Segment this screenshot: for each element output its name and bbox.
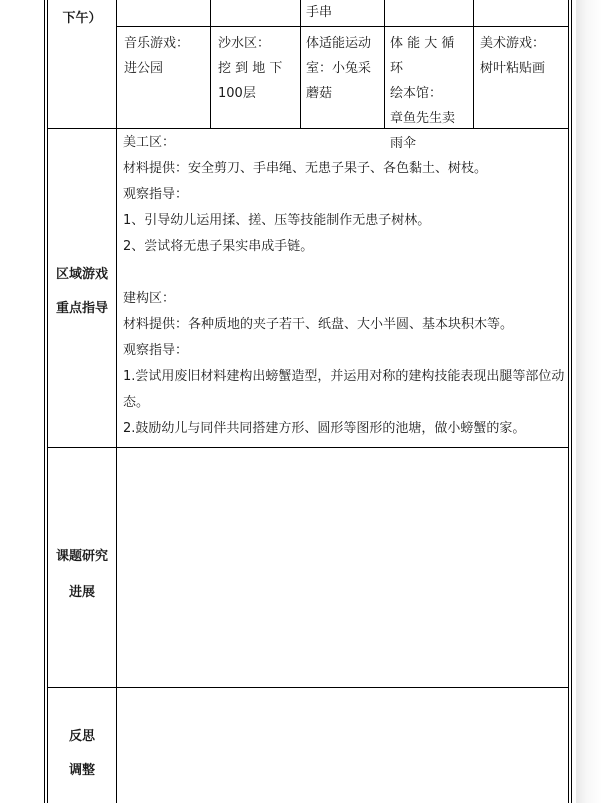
day-divider-3 [384, 0, 385, 128]
spacer [123, 260, 567, 286]
art-area-point-2: 2、尝试将无患子果实串成手链。 [123, 239, 314, 254]
art-area-observe-title: 观察指导： [123, 187, 189, 202]
table-border-right-inner [568, 0, 569, 803]
day-divider-1 [210, 0, 211, 128]
build-area-observe-title: 观察指导： [123, 343, 189, 358]
build-area-materials: 材料提供：各种质地的夹子若干、纸盘、大小半圆、基本块积木等。 [123, 317, 514, 332]
table-border-left-outer [44, 0, 45, 803]
table-border-left-inner [47, 0, 48, 803]
row-line-activity-top [116, 26, 569, 27]
activity-cell-mon: 音乐游戏： 进公园 [124, 36, 190, 76]
research-content-cell[interactable] [117, 448, 568, 687]
build-area-point-1: 1.尝试用废旧材料建构出螃蟹造型，并运用对称的建构技能表现出腿等部位动态。 [123, 369, 565, 410]
table-border-right-outer [571, 0, 572, 803]
focus-section-label: 区域游戏 重点指导 [55, 267, 108, 316]
research-section-label: 课题研究 进展 [55, 549, 108, 600]
activity-cell-fri: 美术游戏： 树叶粘贴画 [480, 36, 546, 76]
day-divider-4 [473, 0, 474, 128]
day-divider-2 [300, 0, 301, 128]
partial-cell-text: 手串 [306, 5, 333, 20]
build-area-point-2: 2.鼓励幼儿与同伴共同搭建方形、圆形等图形的池塘，做小螃蟹的家。 [123, 421, 526, 436]
row-line-focus-top [47, 128, 569, 129]
art-area-materials: 材料提供：安全剪刀、手串绳、无患子果子、各色黏土、树枝。 [123, 161, 488, 176]
activity-cell-thu: 体 能 大 循 环 绘本馆： 章鱼先生卖 雨伞 [390, 36, 456, 151]
build-area-title: 建构区： [123, 291, 176, 306]
reflection-section-label: 反思 调整 [68, 729, 95, 778]
page-edge-shadow [576, 0, 602, 803]
activity-cell-wed: 体适能运动 室：小兔采 蘑菇 [306, 36, 372, 101]
reflection-content-cell[interactable] [117, 688, 568, 803]
art-area-title: 美工区： [123, 135, 176, 150]
partial-cell-wed [306, 0, 332, 25]
focus-guidance-content [123, 130, 567, 442]
art-area-point-1: 1、引导幼儿运用揉、搓、压等技能制作无患子树林。 [123, 213, 431, 228]
activity-cell-tue: 沙水区： 挖 到 地 下 100层 [218, 36, 283, 101]
afternoon-row-label: 下午） [62, 11, 102, 26]
